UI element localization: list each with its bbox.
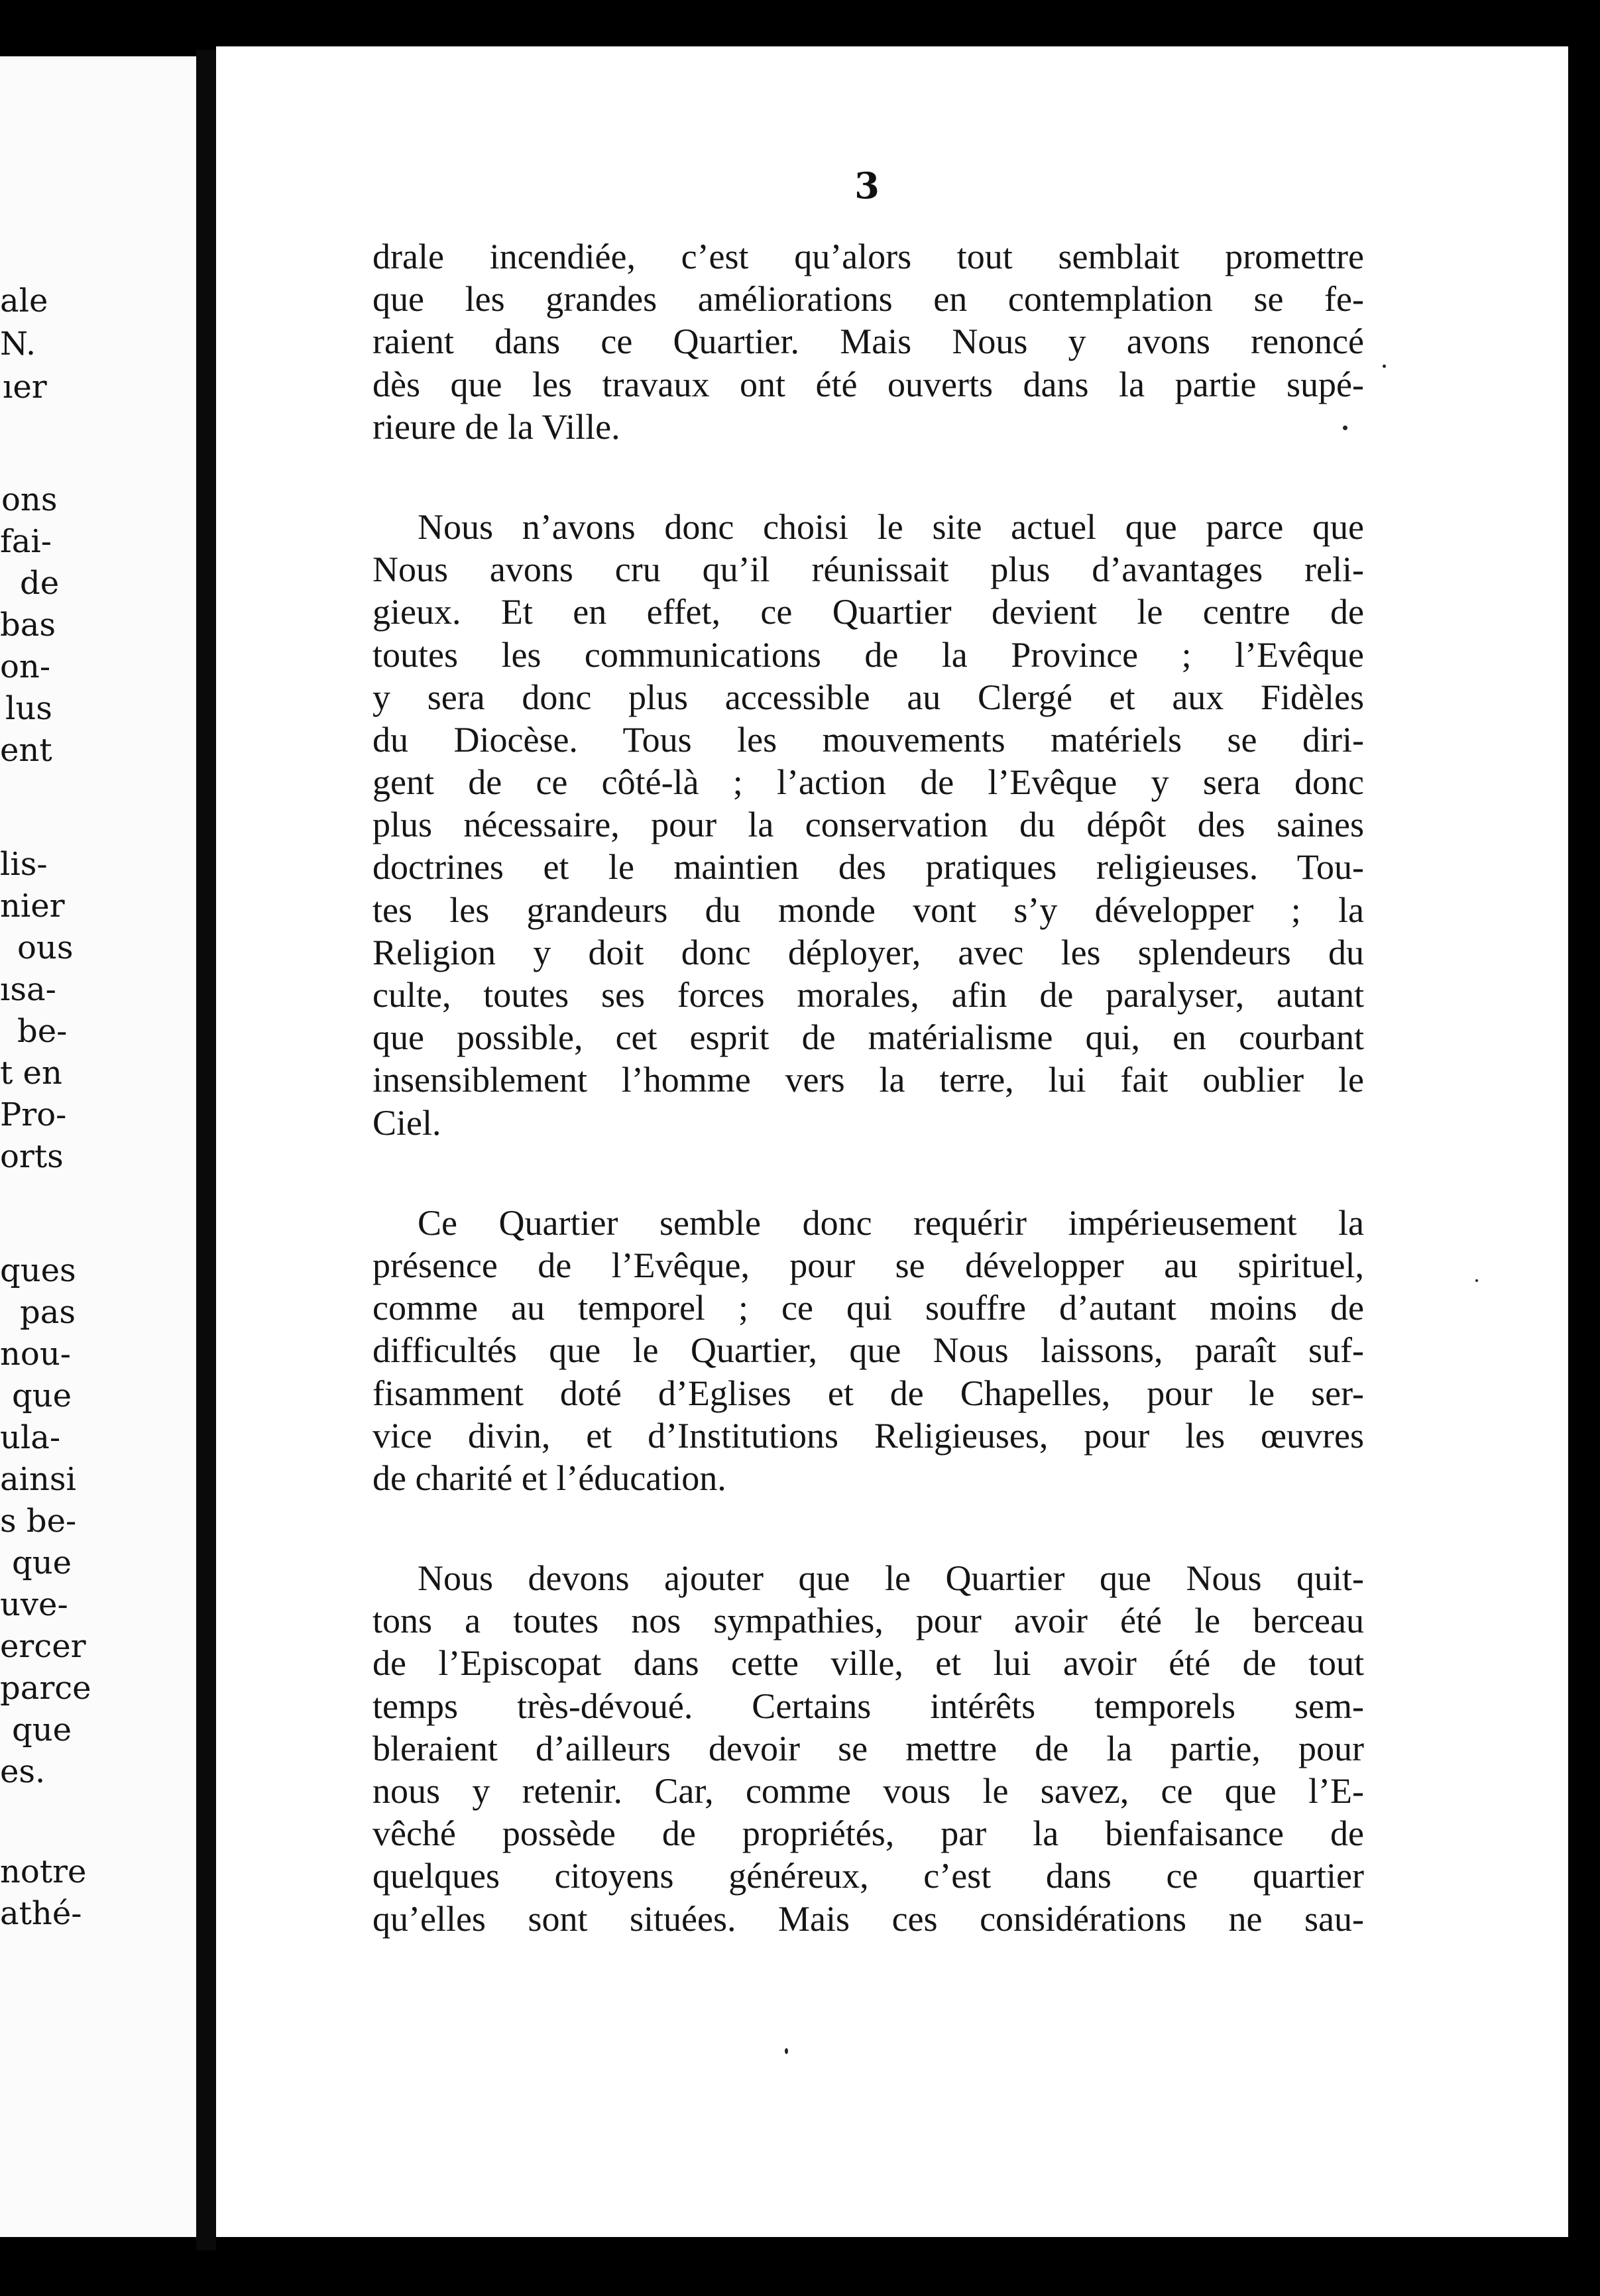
previous-page-fragment: ale: [0, 282, 48, 319]
text-line: nous y retenir. Car, comme vous le savez, ce que l’E-: [372, 1771, 1364, 1811]
previous-page-fragment: parce: [0, 1670, 91, 1707]
text-line: Religion y doit donc déployer, avec les splendeurs du: [372, 932, 1364, 972]
previous-page-fragment: be-: [17, 1013, 68, 1050]
previous-page-fragment: on-: [0, 648, 51, 685]
text-line: de l’Episcopat dans cette ville, et lui avoir été de tout: [372, 1643, 1364, 1684]
previous-page-fragment: ula-: [0, 1419, 61, 1456]
previous-page-fragment: ısa-: [0, 971, 56, 1008]
previous-page-fragment: que: [12, 1711, 72, 1749]
previous-page-fragment: ons: [1, 481, 58, 518]
page: [216, 46, 1568, 2237]
text-line: doctrines et le maintien des pratiques religieuses. Tou-: [372, 847, 1364, 888]
text-line: tes les grandeurs du monde vont s’y développer ; la: [372, 890, 1364, 930]
page-gutter: [196, 50, 216, 2250]
text-line: culte, toutes ses forces morales, afin de paralyser, autant: [372, 975, 1364, 1015]
previous-page-fragment: t en: [0, 1055, 62, 1092]
text-line: raient dans ce Quartier. Mais Nous y avons renoncé: [372, 321, 1364, 362]
text-line: vêché possède de propriétés, par la bienfaisance de: [372, 1813, 1364, 1854]
text-line: plus nécessaire, pour la conservation du dépôt des saines: [372, 805, 1364, 845]
previous-page-fragment: lis-: [0, 846, 48, 883]
previous-page-fragment: ainsi: [0, 1461, 76, 1498]
previous-page-edge: [0, 56, 196, 2237]
text-line: fisamment doté d’Eglises et de Chapelles, pour le ser-: [372, 1373, 1364, 1413]
text-line: drale incendiée, c’est qu’alors tout semblait promettre: [372, 237, 1364, 276]
text-line: difficultés que le Quartier, que Nous laissons, paraît suf-: [372, 1330, 1364, 1371]
previous-page-fragment: ques: [0, 1252, 76, 1289]
previous-page-fragment: nier: [0, 888, 65, 925]
text-line: que possible, cet esprit de matérialisme qui, en courbant: [372, 1017, 1364, 1058]
text-line: dès que les travaux ont été ouverts dans la partie supé-: [372, 364, 1364, 404]
previous-page-fragment: s be-: [0, 1503, 77, 1540]
text-line: Nous devons ajouter que le Quartier que Nous quit-: [418, 1558, 1364, 1599]
previous-page-fragment: es.: [0, 1753, 46, 1790]
text-line: toutes les communications de la Province ; l’Evêque: [372, 634, 1364, 675]
paragraph: [372, 1557, 1364, 1940]
previous-page-fragment: fai-: [0, 523, 52, 560]
paragraph: [372, 1202, 1364, 1499]
previous-page-fragment: athé-: [0, 1895, 82, 1932]
text-line: rieure de la Ville.: [372, 406, 620, 447]
text-line: que les grandes améliorations en contemplation se fe-: [372, 279, 1364, 319]
text-line: temps très-dévoué. Certains intérêts temporels sem-: [372, 1686, 1364, 1726]
text-line: y sera donc plus accessible au Clergé et aux Fidèles: [372, 677, 1364, 717]
previous-page-fragment: ercer: [0, 1628, 86, 1665]
previous-page-fragment: pas: [20, 1294, 76, 1331]
previous-page-fragment: que: [12, 1544, 72, 1581]
text-line: présence de l’Evêque, pour se développer au spirituel,: [372, 1245, 1364, 1285]
previous-page-fragment: notre: [0, 1853, 87, 1890]
body-text: [372, 235, 1364, 1998]
previous-page-fragment: ent: [0, 732, 52, 769]
previous-page-fragment: ıer: [3, 369, 47, 406]
text-line: Nous avons cru qu’il réunissait plus d’avantages reli-: [372, 549, 1364, 590]
text-line: Nous n’avons donc choisi le site actuel que parce que: [418, 506, 1364, 547]
previous-page-fragment: N.: [0, 325, 36, 363]
text-line: Ciel.: [372, 1102, 441, 1143]
text-line: bleraient d’ailleurs devoir se mettre de la partie, pour: [372, 1728, 1364, 1768]
previous-page-fragment: nou-: [0, 1336, 71, 1373]
text-line: gent de ce côté-là ; l’action de l’Evêque y sera donc: [372, 762, 1364, 803]
paragraph: [372, 235, 1364, 448]
text-line: comme au temporel ; ce qui souffre d’autant moins de: [372, 1288, 1364, 1328]
text-line: du Diocèse. Tous les mouvements matériels se diri-: [372, 719, 1364, 760]
previous-page-fragment: Pro-: [0, 1096, 67, 1133]
text-line: gieux. Et en effet, ce Quartier devient le centre de: [372, 592, 1364, 632]
text-line: de charité et l’éducation.: [372, 1458, 726, 1498]
previous-page-fragment: orts: [0, 1138, 64, 1175]
previous-page-fragment: de: [20, 565, 60, 602]
page-number: 3: [854, 164, 880, 207]
text-line: insensiblement l’homme vers la terre, lui fait oublier le: [372, 1060, 1364, 1100]
previous-page-fragment: ous: [17, 929, 74, 966]
previous-page-fragment: lus: [5, 690, 52, 727]
text-line: Ce Quartier semble donc requérir impérieusement la: [418, 1202, 1364, 1243]
previous-page-fragment: uve-: [0, 1586, 68, 1623]
previous-page-fragment: bas: [0, 606, 56, 644]
text-line: tons a toutes nos sympathies, pour avoir été le berceau: [372, 1601, 1364, 1641]
previous-page-fragment: que: [12, 1377, 72, 1414]
text-line: vice divin, et d’Institutions Religieuses, pour les œuvres: [372, 1415, 1364, 1456]
text-line: qu’elles sont situées. Mais ces considérations ne sau-: [372, 1898, 1364, 1939]
text-line: quelques citoyens généreux, c’est dans ce quartier: [372, 1856, 1364, 1896]
paragraph: [372, 506, 1364, 1144]
